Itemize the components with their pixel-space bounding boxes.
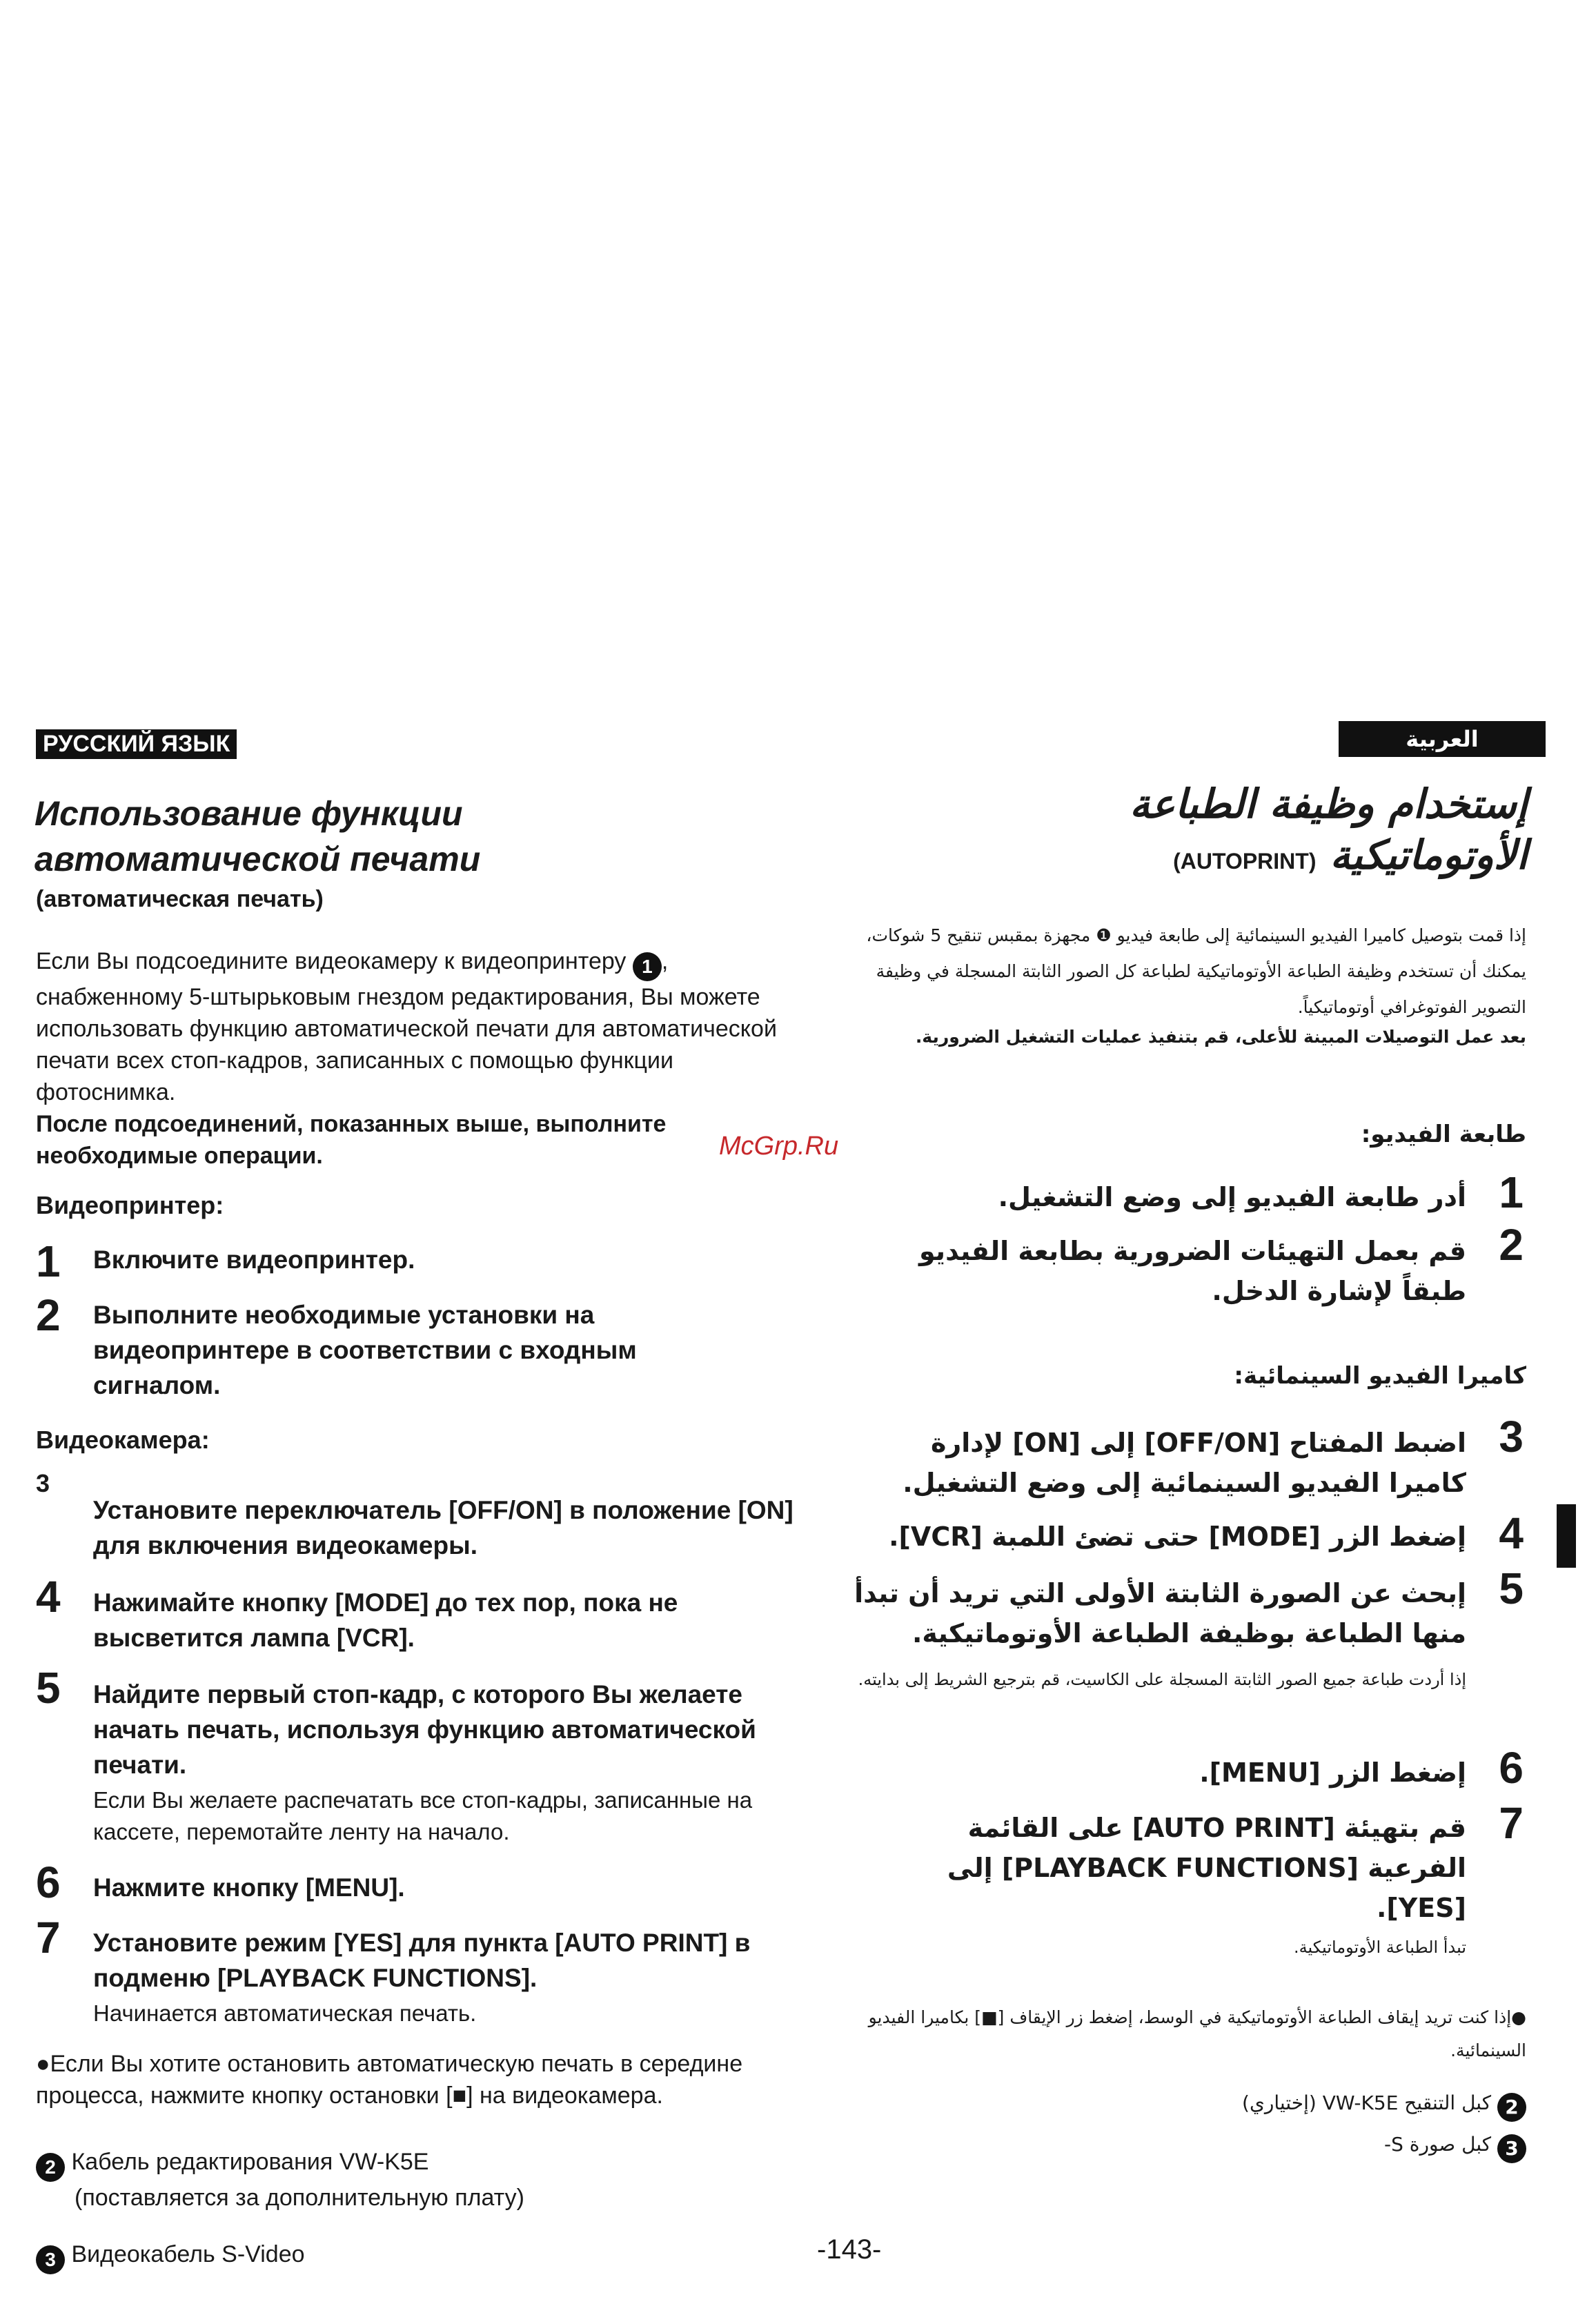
ar-printer-heading: طابعة الفيديو: <box>1361 1121 1526 1148</box>
watermark: McGrp.Ru <box>719 1132 839 1161</box>
ru-legend-item <box>36 2238 774 2274</box>
ru-step-text: Нажимайте кнопку [MODE] до тех пор, пока не высветится лампа [VCR]. <box>93 1588 678 1652</box>
ru-title <box>34 791 724 882</box>
circle-number-2-icon: 2 <box>36 2153 65 2182</box>
ar-legend-item <box>836 2087 1526 2122</box>
ru-step-text: Установите режим [YES] для пункта [AUTO PRINT] в подменю [PLAYBACK FUNCTIONS]. <box>93 1929 751 1992</box>
ar-step-number: 2 <box>1499 1220 1524 1270</box>
ar-step-note: إذا أردت طباعة جميع الصور الثابتة المسجلة على الكاسيت، قم بترجيع الشريط إلى بدايته. <box>858 1670 1466 1689</box>
ar-step-number: 3 <box>1499 1412 1524 1461</box>
ru-step-number: 2 <box>36 1290 61 1340</box>
ar-step-number: 5 <box>1499 1564 1524 1613</box>
section-edge-marker <box>1557 1504 1576 1568</box>
ru-step-number: 4 <box>36 1572 61 1622</box>
page-number: -143- <box>817 2234 882 2265</box>
ru-step-number: 3 <box>36 1469 50 1497</box>
ar-step-text: إضغط الزر [MODE] حتى تضئ اللمبة [VCR]. <box>889 1522 1466 1552</box>
ru-intro-bold: После подсоединений, показанных выше, выполните необходимые операции. <box>36 1111 667 1169</box>
ru-bullet-stop: ●Если Вы хотите остановить автоматическую печать в середине процесса, нажмите кнопку остановки [■] на видеокамера. <box>36 2051 743 2109</box>
ru-step-number: 7 <box>36 1913 61 1962</box>
ru-step-text: Найдите первый стоп-кадр, с которого Вы желаете начать печать, используя функцию автоматической печати. <box>93 1680 756 1779</box>
ru-legend-text-2: (поставляется за дополнительную плату) <box>75 2185 524 2211</box>
ru-step-text: Включите видеопринтер. <box>93 1245 415 1274</box>
ar-step-number: 4 <box>1499 1508 1524 1558</box>
ar-intro-bold: بعد عمل التوصيلات المبينة للأعلى، قم بتنفيذ عمليات التشغيل الضرورية. <box>915 1027 1526 1047</box>
ar-intro: إذا قمت بتوصيل كاميرا الفيديو السينمائية إلى طابعة فيديو ❶ مجهزة بمقبس تنقيح 5 شوكات، يمكنك أن تستخدم وظيفة الطباعة الأوتوماتيكية لطباعة كل الصور الثابتة المسجلة في وظيفة التصوير الفوتوغرافي أوتوماتيكياً. <box>866 925 1526 1017</box>
ru-legend-item <box>36 2146 774 2214</box>
ar-title <box>838 778 1528 887</box>
ar-step-number: 6 <box>1499 1743 1524 1793</box>
ar-step-text: أدر طابعة الفيديو إلى وضع التشغيل. <box>998 1182 1466 1212</box>
ru-step-number: 6 <box>36 1858 61 1907</box>
ar-step-text: اضبط المفتاح [OFF/ON] إلى [ON] لإدارة كاميرا الفيديو السينمائية إلى وضع التشغيل. <box>903 1428 1466 1498</box>
ar-legend-text: كبل التنقيح VW-K5E (إختياري) <box>1242 2091 1492 2114</box>
ar-step-text: قم بعمل التهيئات الضرورية بطابعة الفيديو طبقاً لإشارة الدخل. <box>918 1236 1466 1306</box>
ar-step-number: 7 <box>1499 1798 1524 1848</box>
ar-legend-item <box>836 2128 1526 2163</box>
circle-number-3-icon: 3 <box>1497 2134 1526 2163</box>
ar-step-text: إبحث عن الصورة الثابتة الأولى التي تريد أن تبدأ منها الطباعة بوظيفة الطباعة الأوتوماتيكية. <box>854 1578 1466 1648</box>
ru-legend-text: Видеокабель S-Video <box>71 2241 305 2267</box>
ar-legend-text: كبل صورة S- <box>1383 2133 1492 2156</box>
ru-printer-heading: Видеопринтер: <box>36 1191 224 1219</box>
ru-step-text: Нажмите кнопку [MENU]. <box>93 1873 405 1902</box>
ar-bullet-stop: ●إذا كنت تريد إيقاف الطباعة الأوتوماتيكية في الوسط، إضغط زر الإيقاف [■] بكاميرا الفيديو السينمائية. <box>868 2007 1526 2060</box>
ru-step-note: Начинается автоматическая печать. <box>93 2000 477 2026</box>
ru-subtitle: (автоматическая печать) <box>36 886 324 912</box>
ru-step-text: Установите переключатель [OFF/ON] в положение [ON] для включения видеокамеры. <box>93 1496 793 1559</box>
ru-title-line2: автоматической печати <box>34 840 481 878</box>
ar-step-text: إضغط الزر [MENU]. <box>1199 1757 1466 1788</box>
ru-language-tag: РУССКИЙ ЯЗЫК <box>36 729 237 759</box>
circle-number-1-icon: 1 <box>633 952 662 981</box>
ru-title-line1: Использование функции <box>34 794 463 833</box>
ru-step-note: Если Вы желаете распечатать все стоп-кадры, записанные на кассете, перемотайте ленту на начало. <box>93 1787 753 1844</box>
ar-title-line2: الأوتوماتيكية <box>1330 831 1528 878</box>
ar-camera-heading: كاميرا الفيديو السينمائية: <box>1234 1362 1526 1390</box>
ru-intro-text-1: Если Вы подсоедините видеокамеру к видеопринтеру <box>36 948 627 974</box>
ar-step-note: تبدأ الطباعة الأوتوماتيكية. <box>1294 1938 1466 1957</box>
ar-title-autoprint: (AUTOPRINT) <box>1173 849 1317 874</box>
ru-step-number: 1 <box>36 1237 61 1286</box>
ar-title-line1: إستخدام وظيفة الطباعة <box>1130 780 1528 827</box>
ar-step-number: 1 <box>1499 1168 1524 1217</box>
ru-intro <box>36 945 802 1172</box>
ru-legend-text: Кабель редактирования VW-K5E <box>71 2149 429 2175</box>
ru-intro-text-2: , снабженному 5-штырьковым гнездом редактирования, Вы можете использовать функцию автоматической печати для автоматической печати всех стоп-кадров, записанных с помощью функции фотоснимка. <box>36 948 777 1105</box>
ru-camera-heading: Видеокамера: <box>36 1426 210 1454</box>
circle-number-3-icon: 3 <box>36 2245 65 2274</box>
circle-number-2-icon: 2 <box>1497 2093 1526 2122</box>
ru-step-number: 5 <box>36 1663 61 1713</box>
ar-step-text: قم بتهيئة [AUTO PRINT] على القائمة الفرعية [PLAYBACK FUNCTIONS] إلى [YES]. <box>947 1813 1466 1923</box>
ru-step-text: Выполните необходимые установки на видеопринтере в соответствии с входным сигналом. <box>93 1301 637 1399</box>
ar-language-tag: العربية <box>1339 721 1546 757</box>
